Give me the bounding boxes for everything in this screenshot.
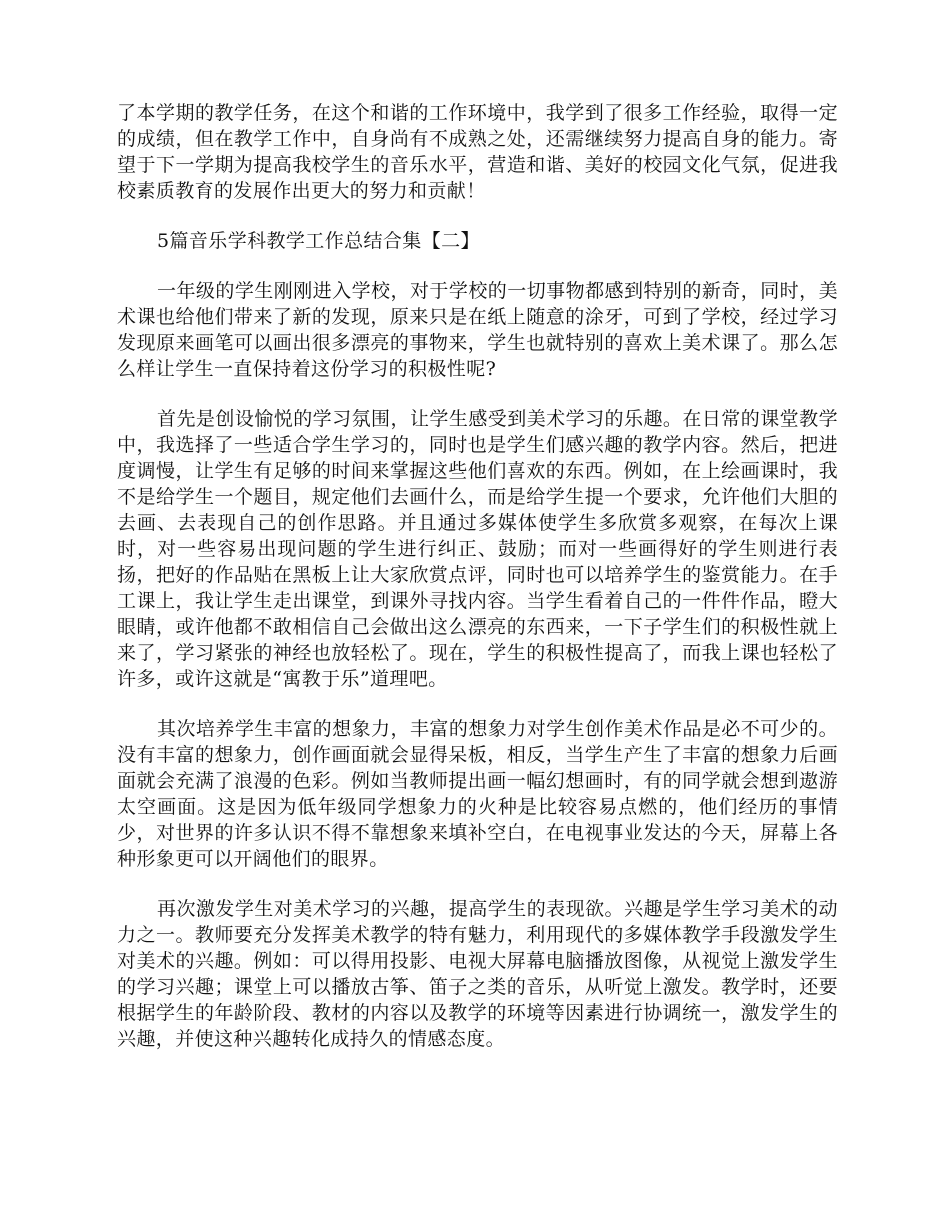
paragraph: 其次培养学生丰富的想象力，丰富的想象力对学生创作美术作品是必不可少的。没有丰富的想象力，创作画面就会显得呆板，相反，当学生产生了丰富的想象力后画面就会充满了浪漫的色彩。例如当教师提出画一幅幻想画时，有的同学就会想到遨游太空画面。这是因为低年级同学想象力的火种是比较容易点燃的，他们经历的事情少，对世界的许多认识不得不靠想象来填补空白，在电视事业发达的今天，屏幕上各种形象更可以开阔他们的眼界。	[117, 718, 838, 870]
paragraph: 再次激发学生对美术学习的兴趣，提高学生的表现欲。兴趣是学生学习美术的动力之一。教师要充分发挥美术教学的特有魅力，利用现代的多媒体教学手段激发学生对美术的兴趣。例如：可以得用投影、电视大屏幕电脑播放图像，从视觉上激发学生的学习兴趣；课堂上可以播放古筝、笛子之类的音乐，从听觉上激发。教学时，还要根据学生的年龄阶段、教材的内容以及教学的环境等因素进行协调统一，激发学生的兴趣，并使这种兴趣转化成持久的情感态度。	[117, 898, 838, 1050]
section-heading: 5篇音乐学科教学工作总结合集【二】	[157, 230, 480, 252]
paragraph: 一年级的学生刚刚进入学校，对于学校的一切事物都感到特别的新奇，同时，美术课也给他们带来了新的发现，原来只是在纸上随意的涂牙，可到了学校，经过学习发现原来画笔可以画出很多漂亮的事物来，学生也就特别的喜欢上美术课了。那么怎么样让学生一直保持着这份学习的积极性呢?	[117, 280, 838, 380]
paragraph: 首先是创设愉悦的学习氛围，让学生感受到美术学习的乐趣。在日常的课堂教学中，我选择了一些适合学生学习的，同时也是学生们感兴趣的教学内容。然后，把进度调慢，让学生有足够的时间来掌握这些他们喜欢的东西。例如，在上绘画课时，我不是给学生一个题目，规定他们去画什么，而是给学生提一个要求，允许他们大胆的去画、去表现自己的创作思路。并且通过多媒体使学生多欣赏多观察，在每次上课时，对一些容易出现问题的学生进行纠正、鼓励；而对一些画得好的学生则进行表扬，把好的作品贴在黑板上让大家欣赏点评，同时也可以培养学生的鉴赏能力。在手工课上，我让学生走出课堂，到课外寻找内容。当学生看着自己的一件件作品，瞪大眼睛，或许他都不敢相信自己会做出这么漂亮的东西来，一下子学生们的积极性就上来了，学习紧张的神经也放轻松了。现在，学生的积极性提高了，而我上课也轻松了许多，或许这就是“寓教于乐”道理吧。	[117, 408, 838, 690]
paragraph-continued: 了本学期的教学任务，在这个和谐的工作环境中，我学到了很多工作经验，取得一定的成绩，但在教学工作中，自身尚有不成熟之处，还需继续努力提高自身的能力。寄望于下一学期为提高我校学生的音乐水平，营造和谐、美好的校园文化气氛，促进我校素质教育的发展作出更大的努力和贡献！	[117, 102, 838, 202]
